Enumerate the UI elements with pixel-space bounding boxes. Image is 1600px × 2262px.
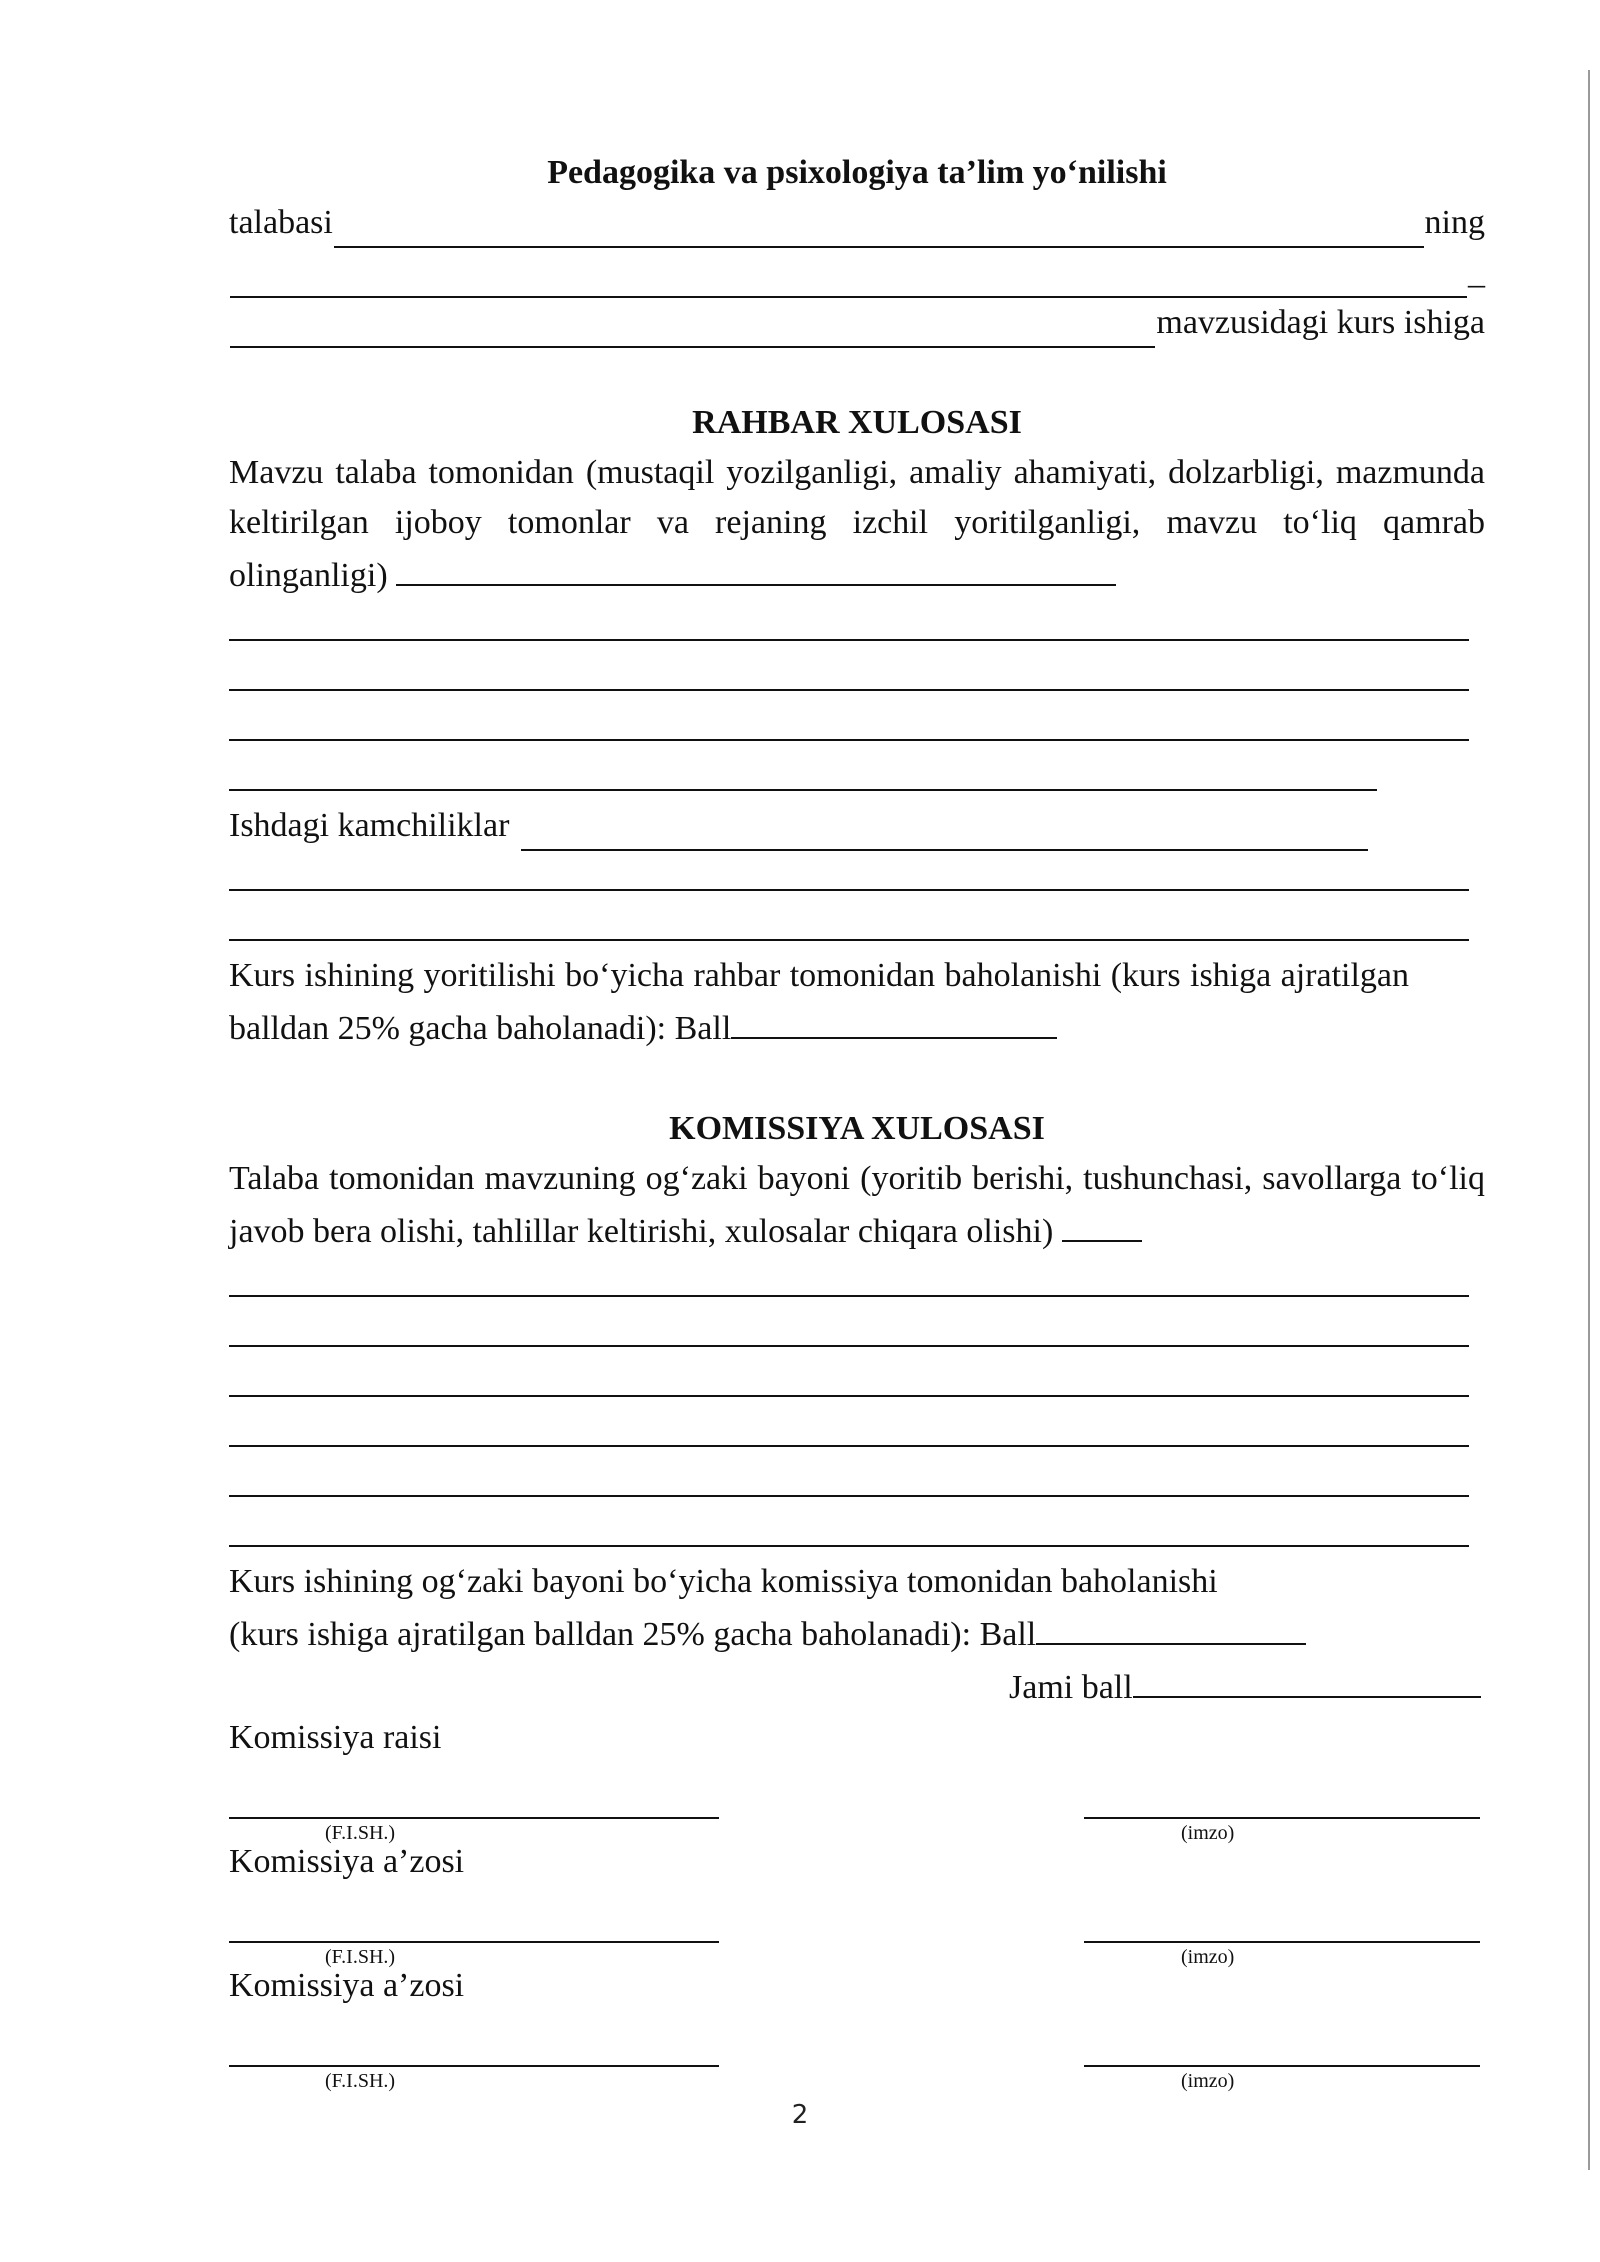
topic-row-1 (229, 248, 1485, 298)
supervisor-intro-text: Mavzu talaba tomonidan (mustaqil yozilganligi, amaliy ahamiyati, dolzarbligi, mazmunda keltirilgan ijoboy tomonlar va rejaning izchil yoritilganligi, mavzu to‘liq qamrab olinganligi) (229, 454, 1485, 594)
commission-intro-field[interactable] (1062, 1204, 1142, 1242)
commission-line-4[interactable] (229, 1407, 1485, 1457)
document-body (229, 148, 1485, 2092)
commission-intro-text: Talaba tomonidan mavzuning og‘zaki bayoni (yoritib berishi, tushunchasi, savollarga to‘liq javob bera olishi, tahlillar keltirishi, xulosalar chiqara olishi) (229, 1160, 1485, 1250)
page-edge (1588, 70, 1590, 2170)
student-prefix: talabasi (229, 204, 333, 241)
name-field[interactable] (229, 2065, 719, 2067)
signature-caption: (imzo) (1181, 2070, 1235, 2092)
commission-intro-paragraph (229, 1154, 1485, 1257)
signature-role: Komissiya a’zosi (229, 1967, 465, 2004)
supervisor-line-2[interactable] (229, 651, 1485, 701)
signature-role: Komissiya raisi (229, 1719, 442, 1756)
total-label: Jami ball (1009, 1669, 1133, 1706)
name-caption: (F.I.SH.) (325, 1946, 396, 1968)
spacer (229, 1054, 1485, 1104)
supervisor-grading-paragraph (229, 951, 1409, 1054)
spacer (229, 348, 1485, 398)
topic-suffix: mavzusidagi kurs ishiga (1156, 304, 1485, 341)
name-field[interactable] (229, 1817, 719, 1819)
commission-grading-row-2 (229, 1607, 1485, 1660)
topic-field-2[interactable] (230, 308, 1155, 348)
signature-member-1 (229, 1837, 1485, 1968)
student-name-row (229, 198, 1485, 248)
signature-caption: (imzo) (1181, 1822, 1235, 1844)
commission-line-6[interactable] (229, 1507, 1485, 1557)
supervisor-intro-paragraph (229, 448, 1485, 601)
topic-field-1[interactable] (230, 258, 1467, 298)
student-name-field[interactable] (334, 208, 1424, 248)
supervisor-intro-field[interactable] (396, 548, 1116, 586)
commission-line-1[interactable] (229, 1257, 1485, 1307)
topic-dash: _ (1468, 254, 1485, 291)
supervisor-grading-text: Kurs ishining yoritilishi bo‘yicha rahbar tomonidan baholanishi (kurs ishiga ajratilgan balldan 25% gacha baholanadi): Ball (229, 957, 1409, 1047)
shortcomings-line-1[interactable] (229, 851, 1485, 901)
commission-grading-line-1: Kurs ishining og‘zaki bayoni bo‘yicha komissiya tomonidan baholanishi (229, 1563, 1218, 1600)
signature-field[interactable] (1084, 1941, 1480, 1943)
shortcomings-field[interactable] (521, 811, 1368, 851)
commission-heading: KOMISSIYA XULOSASI (669, 1110, 1045, 1147)
shortcomings-line-2[interactable] (229, 901, 1485, 951)
signature-member-2 (229, 1961, 1485, 2092)
signature-field[interactable] (1084, 1817, 1480, 1819)
shortcomings-label: Ishdagi kamchiliklar (229, 807, 510, 844)
shortcomings-row (229, 801, 1369, 851)
supervisor-ball-field[interactable] (731, 1001, 1057, 1039)
student-suffix: ning (1424, 204, 1485, 241)
signature-chair (229, 1713, 1485, 1844)
topic-row-2 (229, 298, 1485, 348)
name-caption: (F.I.SH.) (325, 2070, 396, 2092)
commission-line-5[interactable] (229, 1457, 1485, 1507)
total-ball-field[interactable] (1133, 1660, 1481, 1698)
supervisor-heading: RAHBAR XULOSASI (692, 404, 1022, 441)
supervisor-line-3[interactable] (229, 701, 1485, 751)
direction-title: Pedagogika va psixologiya ta’lim yo‘nilishi (547, 154, 1167, 191)
signature-field[interactable] (1084, 2065, 1480, 2067)
signature-role: Komissiya a’zosi (229, 1843, 465, 1880)
commission-line-3[interactable] (229, 1357, 1485, 1407)
commission-ball-field[interactable] (1036, 1607, 1306, 1645)
commission-grading-line-2: (kurs ishiga ajratilgan balldan 25% gacha baholanadi): Ball (229, 1616, 1037, 1653)
signature-caption: (imzo) (1181, 1946, 1235, 1968)
page-number: 2 (791, 2100, 809, 2130)
supervisor-line-4[interactable] (229, 751, 1485, 801)
supervisor-line-1[interactable] (229, 601, 1485, 651)
name-caption: (F.I.SH.) (325, 1822, 396, 1844)
name-field[interactable] (229, 1941, 719, 1943)
total-row (229, 1660, 1485, 1713)
commission-line-2[interactable] (229, 1307, 1485, 1357)
